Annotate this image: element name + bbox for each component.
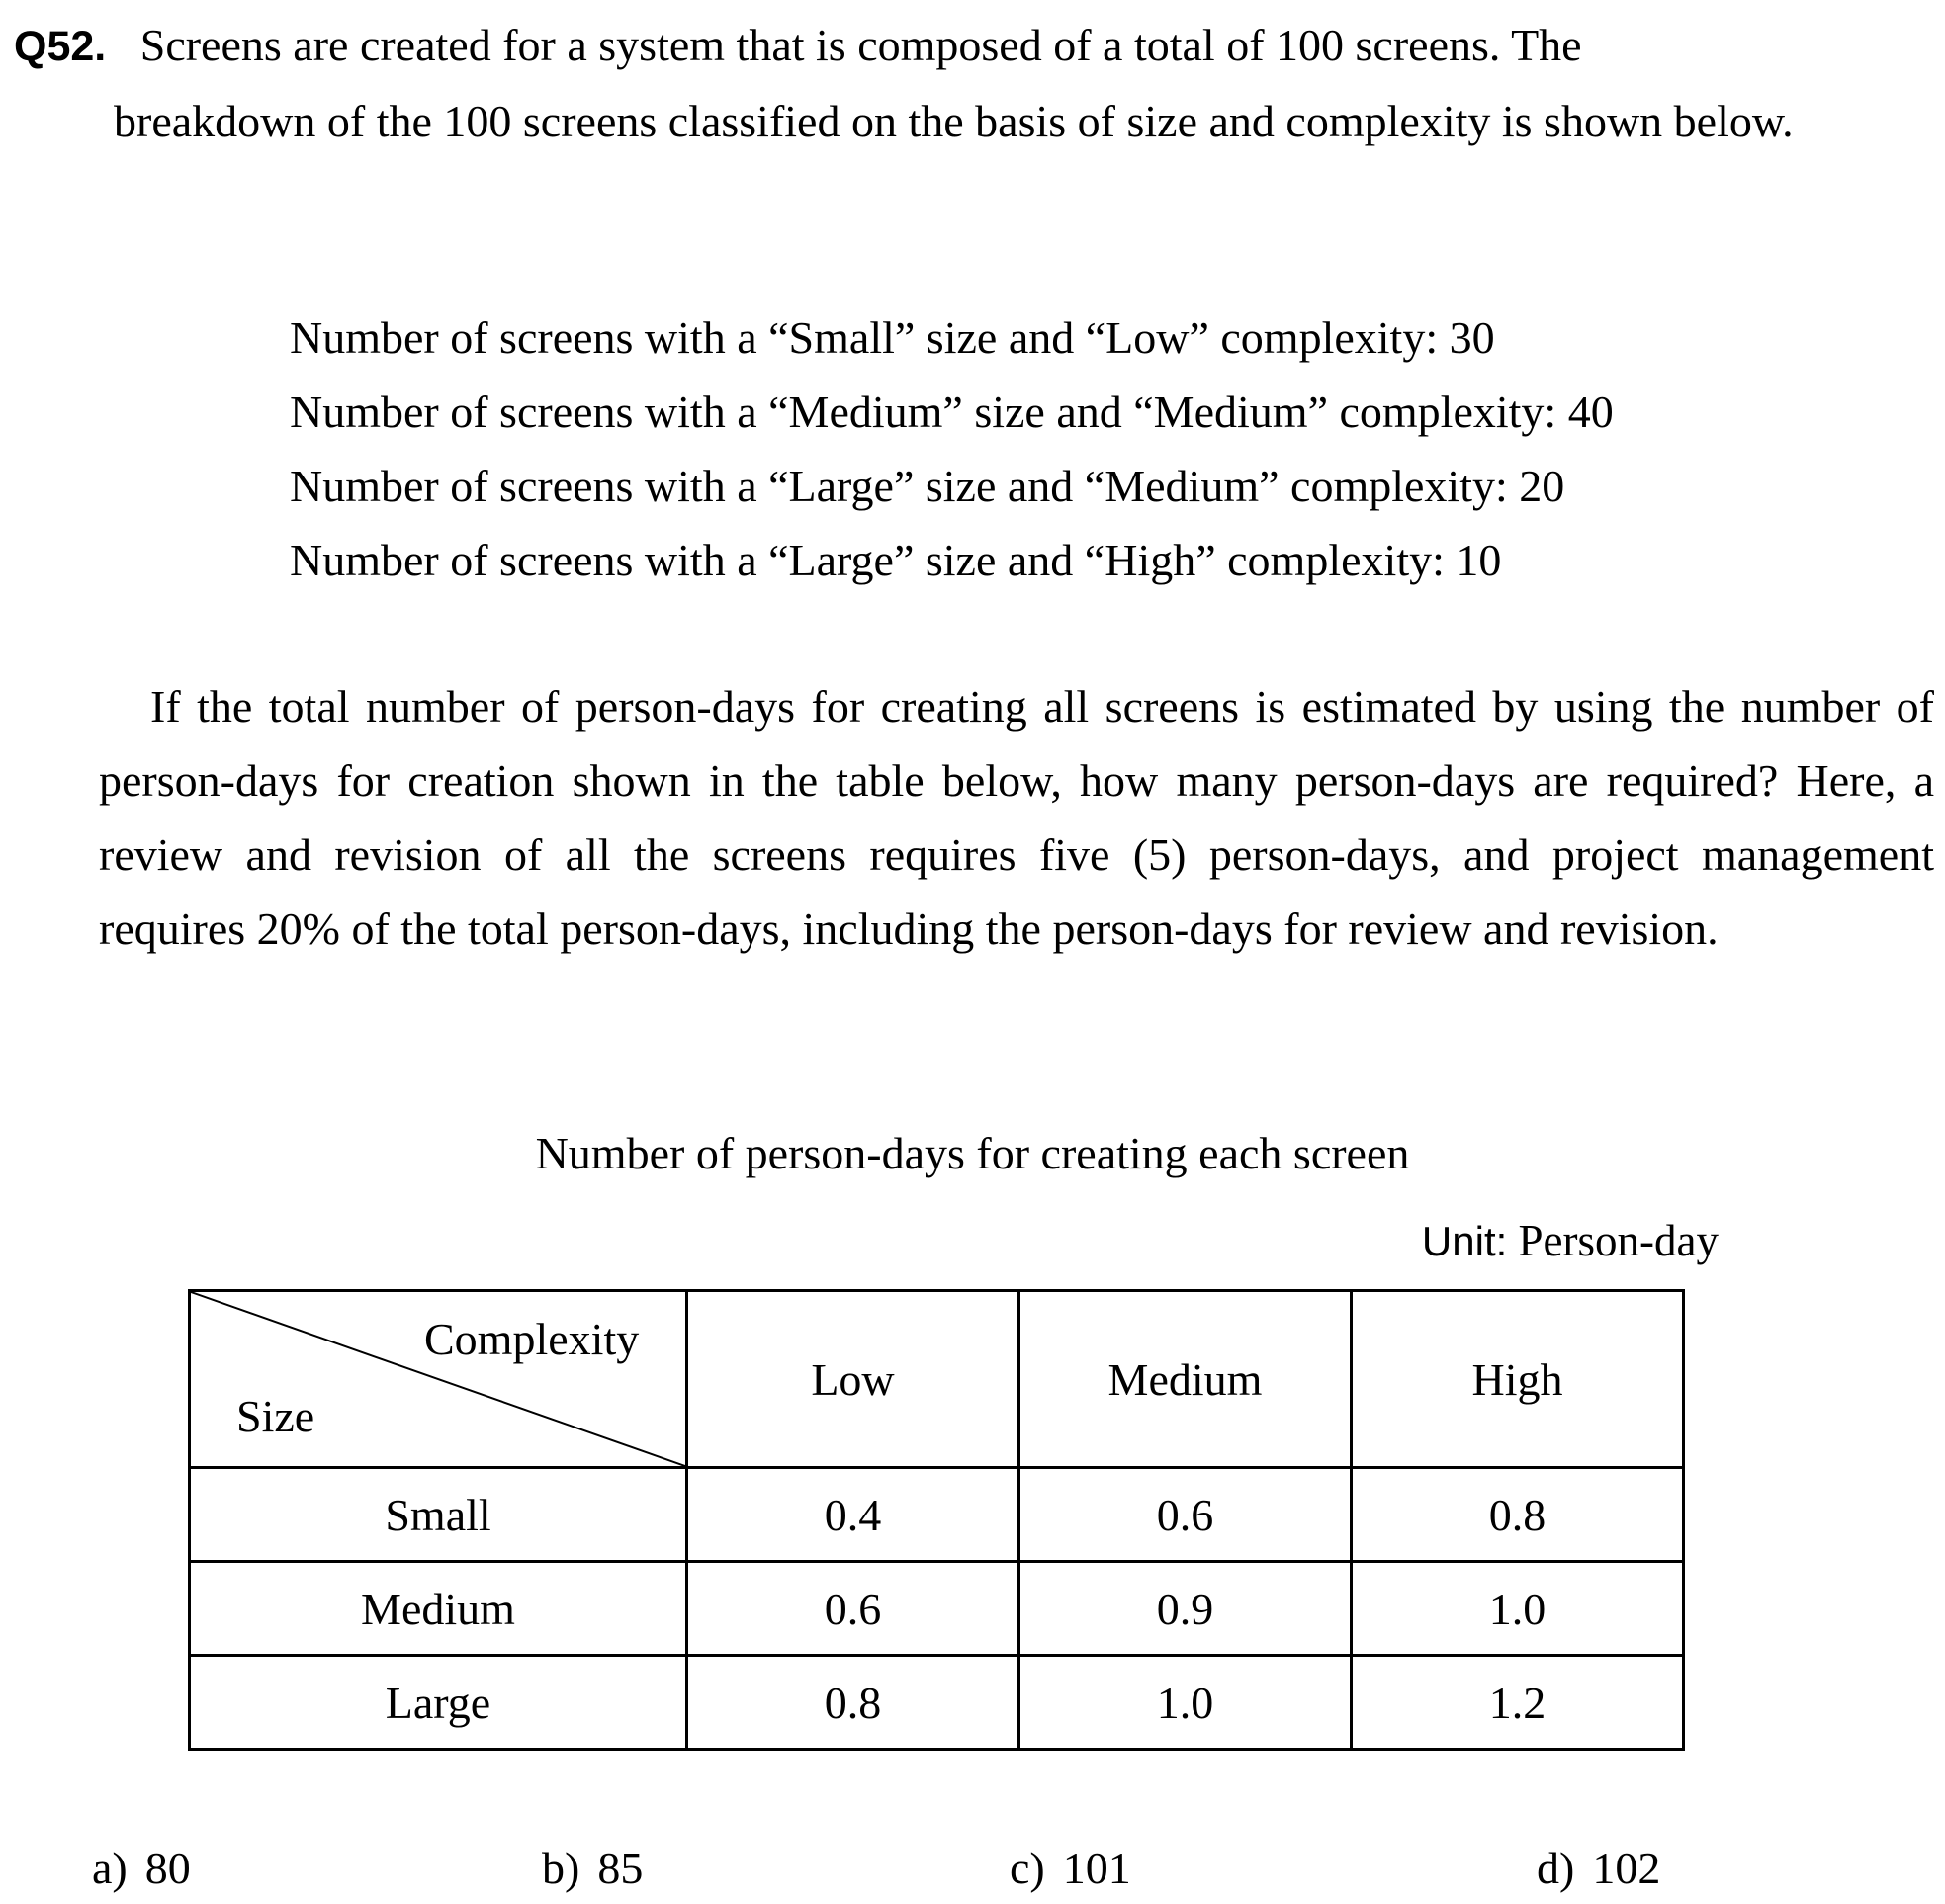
- table-cell: 1.0: [1352, 1562, 1684, 1656]
- question-rest-text: breakdown of the 100 screens classified on the basis of size and complexity is shown below.: [114, 96, 1794, 146]
- row-header-small: Small: [190, 1468, 687, 1562]
- corner-complexity-label: Complexity: [424, 1314, 640, 1364]
- option-c[interactable]: [1010, 1839, 1131, 1898]
- option-d-label: d): [1537, 1843, 1575, 1893]
- table-cell: 0.8: [687, 1656, 1019, 1750]
- option-d[interactable]: [1537, 1839, 1660, 1898]
- table-cell: 0.6: [1019, 1468, 1352, 1562]
- option-a-value: 80: [144, 1843, 191, 1893]
- table-cell: 1.2: [1352, 1656, 1684, 1750]
- table-cell: 1.0: [1019, 1656, 1352, 1750]
- question-paragraph: If the total number of person-days for creating all screens is estimated by using the number of person-days for creation shown in the table below, how many person-days are required? Here, a review and revision of all the screens requires five (5) person-days, and project management requires 20% of the total person-days, including the person-days for review and revision.: [99, 681, 1934, 954]
- row-header-large: Large: [190, 1656, 687, 1750]
- table-caption-text: Number of person-days for creating each screen: [535, 1128, 1410, 1178]
- question-text: [14, 8, 1853, 158]
- column-header-medium: Medium: [1019, 1291, 1352, 1468]
- table-cell: 0.9: [1019, 1562, 1352, 1656]
- breakdown-item-small-low: Number of screens with a “Small” size and “Low” complexity: 30: [290, 312, 1495, 363]
- table-cell: 0.4: [687, 1468, 1019, 1562]
- row-header-medium: Medium: [190, 1562, 687, 1656]
- corner-size-label: Size: [236, 1391, 315, 1441]
- breakdown-item-medium-medium: Number of screens with a “Medium” size and “Medium” complexity: 40: [290, 387, 1614, 437]
- screen-breakdown-list: [290, 301, 1614, 597]
- option-c-value: 101: [1062, 1843, 1131, 1893]
- person-days-table: [188, 1289, 1685, 1751]
- option-b-value: 85: [597, 1843, 644, 1893]
- table-corner-cell: [190, 1291, 687, 1468]
- column-header-high: High: [1352, 1291, 1684, 1468]
- option-a[interactable]: [92, 1839, 191, 1898]
- table-cell: 0.6: [687, 1562, 1019, 1656]
- table-row: [190, 1468, 1684, 1562]
- table-unit: [1422, 1211, 1719, 1271]
- option-b[interactable]: [542, 1839, 643, 1898]
- table-cell: 0.8: [1352, 1468, 1684, 1562]
- table-row: [190, 1656, 1684, 1750]
- column-header-low: Low: [687, 1291, 1019, 1468]
- answer-options: [0, 1839, 1945, 1898]
- breakdown-item-large-medium: Number of screens with a “Large” size and “Medium” complexity: 20: [290, 461, 1565, 511]
- question-number: Q52.: [14, 23, 107, 70]
- option-d-value: 102: [1592, 1843, 1661, 1893]
- question-first-line-text: Screens are created for a system that is composed of a total of 100 screens. The: [139, 20, 1582, 70]
- unit-value: Person-day: [1518, 1216, 1719, 1265]
- unit-label: Unit:: [1421, 1218, 1508, 1264]
- breakdown-item-large-high: Number of screens with a “Large” size and “High” complexity: 10: [290, 535, 1502, 585]
- table-header-row: [190, 1291, 1684, 1468]
- option-b-label: b): [542, 1843, 580, 1893]
- table-row: [190, 1562, 1684, 1656]
- option-c-label: c): [1010, 1843, 1045, 1893]
- option-a-label: a): [92, 1843, 128, 1893]
- question-first-line: [14, 8, 1853, 84]
- table-caption: [0, 1124, 1945, 1183]
